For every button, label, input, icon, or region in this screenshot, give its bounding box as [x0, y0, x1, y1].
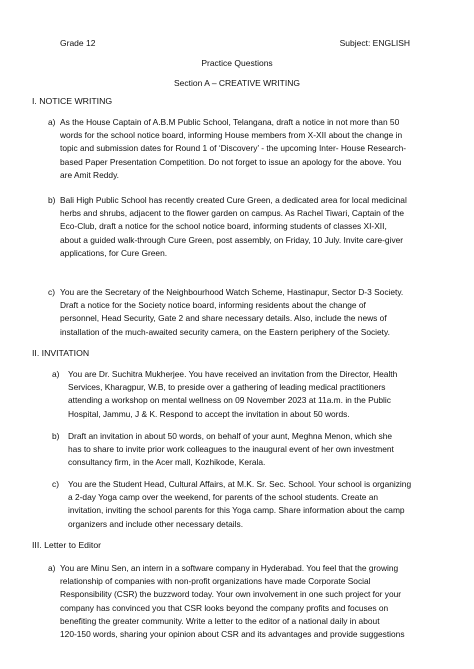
section-title: Section A – CREATIVE WRITING [174, 78, 300, 88]
question-line: has to share to invite prior work colleagues to the inaugural event of her own investment [68, 444, 394, 455]
question-line: applications, for Cure Green. [60, 247, 168, 258]
question-marker: a) [48, 563, 56, 573]
header-row [0, 38, 474, 52]
question-marker: c) [48, 287, 55, 297]
question-line: words for the school notice board, informing House members from X-XII about the change in [60, 130, 403, 141]
question-text [60, 194, 407, 260]
document-title: Practice Questions [201, 58, 273, 68]
question-line: 120-150 words, sharing your opinion about CSR and its advantages and provide suggestions [60, 629, 405, 640]
question-line: topic and submission dates for Round 1 of ‘Discovery’ - the upcoming Inter- House Research- [60, 143, 407, 154]
question-line: are Amit Reddy. [60, 169, 119, 180]
question-line: company has convinced you that CSR looks beyond the company profits and focuses on [60, 602, 389, 613]
question-line: Responsibility (CSR) the buzzword today. Your own involvement in one such project for your [60, 589, 402, 600]
question-line: You are Dr. Suchitra Mukherjee. You have received an invitation from the Director, Health [68, 369, 398, 379]
question-line: relationship of companies with non-profit organizations have made Corporate Social [60, 576, 371, 587]
question-marker: a) [52, 369, 60, 379]
question-line: As the House Captain of A.B.M Public School, Telangana, draft a notice in not more than 50 [60, 117, 400, 127]
question-marker: c) [52, 479, 59, 489]
question-text [68, 478, 411, 531]
question-line: herbs and shrubs, adjacent to the flower garden on campus. As Rachel Tiwari, Captain of the [60, 208, 405, 219]
question-line: Services, Kharagpur, W.B, to preside over a gathering of leading medical practitioners [68, 382, 386, 393]
question-line: personnel, Head Security, Gate 2 and share necessary details. Also, include the news of [60, 313, 387, 324]
question-line: You are the Secretary of the Neighbourhood Watch Scheme, Hastinapur, Sector D-3 Society. [60, 287, 404, 297]
question-text [60, 286, 403, 339]
question-line: Eco-Club, draft a notice for the school notice board, informing students of classes XI-XII, [60, 221, 387, 232]
section-heading-notice-writing: I. NOTICE WRITING [32, 96, 113, 106]
question-line: You are the Student Head, Cultural Affairs, at M.K. Sr. Sec. School. Your school is organizing [68, 479, 412, 489]
question-marker: a) [48, 117, 56, 127]
question-text [68, 430, 394, 470]
grade-label: Grade 12 [60, 38, 96, 48]
question-marker: b) [52, 431, 60, 441]
question-line: about a guided walk-through Cure Green, post assembly, on Friday, 10 July. Invite care-giver [60, 234, 404, 245]
section-heading-letter-to-editor: III. Letter to Editor [32, 540, 102, 550]
question-line: organizers and include other necessary details. [68, 518, 244, 529]
subject-label: Subject: ENGLISH [339, 38, 410, 48]
question-line: attending a workshop on mental wellness on 09 November 2023 at 11a.m. in the Public [68, 395, 391, 406]
question-line: Bali High Public School has recently created Cure Green, a dedicated area for local medicinal [60, 195, 407, 205]
question-line: a 2-day Yoga camp over the weekend, for parents of the school students. Create an [68, 492, 379, 503]
question-text [68, 368, 397, 421]
question-text [60, 562, 405, 641]
question-line: invitation, inviting the school parents for this Yoga camp. Share information about the camp [68, 505, 405, 516]
question-line: Draft a notice for the Society notice board, informing residents about the change of [60, 300, 366, 311]
question-marker: b) [48, 195, 56, 205]
section-heading-invitation: II. INVITATION [32, 348, 90, 358]
question-line: installation of the much-awaited security camera, on the Eastern periphery of the Society. [60, 326, 390, 337]
question-line: based Paper Presentation Competition. Do not forget to issue an apology for the above. You [60, 156, 402, 167]
question-line: Hospital, Jammu, J & K. Respond to accept the invitation in about 50 words. [68, 408, 350, 419]
question-line: consultancy firm, in the Acer mall, Kozhikode, Kerala. [68, 457, 266, 468]
question-line: benefiting the greater community. Write a letter to the editor of a national daily in about [60, 615, 380, 626]
question-line: You are Minu Sen, an intern in a software company in Hyderabad. You feel that the growing [60, 563, 399, 573]
question-line: Draft an invitation in about 50 words, on behalf of your aunt, Meghna Menon, which she [68, 431, 393, 441]
question-text [60, 116, 406, 182]
